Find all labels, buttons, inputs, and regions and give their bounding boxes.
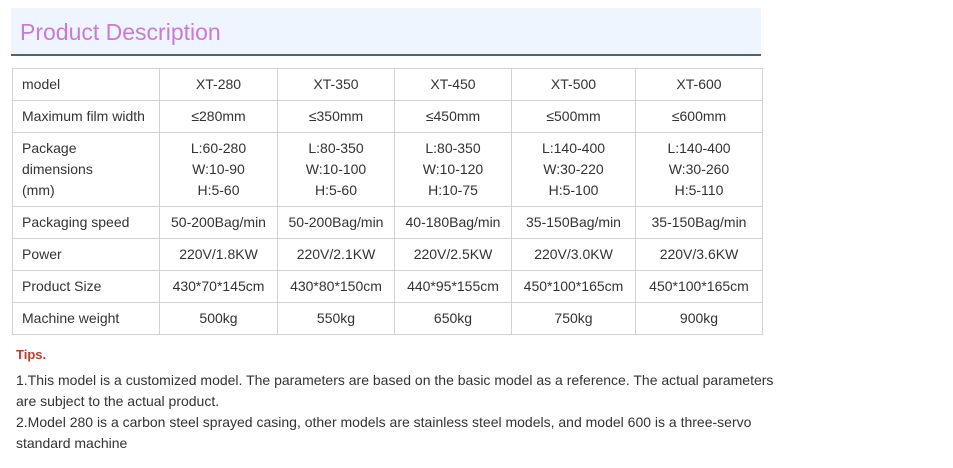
table-cell: ≤350mm xyxy=(278,101,395,133)
table-cell: 220V/1.8KW xyxy=(160,239,278,271)
table-cell: 550kg xyxy=(278,303,395,335)
dimension-line: W:10-90 xyxy=(192,161,245,177)
table-cell: 220V/2.5KW xyxy=(395,239,512,271)
dimension-line: L:60-280 xyxy=(190,140,247,156)
table-cell xyxy=(395,133,512,207)
table-cell: 430*70*145cm xyxy=(160,271,278,303)
row-label: Power xyxy=(13,239,160,271)
table-cell: 220V/2.1KW xyxy=(278,239,395,271)
row-label: Machine weight xyxy=(13,303,160,335)
tips-line-2: 2.Model 280 is a carbon steel sprayed casing, other models are stainless steel models, and model 600 is a three-servo standard machine xyxy=(16,414,752,451)
dimension-line: L:140-400 xyxy=(667,140,731,156)
table-cell: ≤500mm xyxy=(512,101,636,133)
table-cell: 50-200Bag/min xyxy=(278,207,395,239)
row-label: Product Size xyxy=(13,271,160,303)
table-row-machine-weight xyxy=(13,303,763,335)
dimension-line: W:10-120 xyxy=(422,161,484,177)
table-cell: 450*100*165cm xyxy=(636,271,763,303)
table-cell: ≤600mm xyxy=(636,101,763,133)
table-cell: 500kg xyxy=(160,303,278,335)
dimension-line: L:80-350 xyxy=(308,140,364,156)
table-cell: 220V/3.6KW xyxy=(636,239,763,271)
dimension-line: H:10-75 xyxy=(428,182,478,198)
table-cell: 900kg xyxy=(636,303,763,335)
tips-title: Tips. xyxy=(16,347,47,362)
table-row-package-dimensions xyxy=(13,133,763,207)
dimension-line: L:140-400 xyxy=(541,140,606,156)
dimension-line: H:5-60 xyxy=(197,182,240,198)
dimension-line: W:10-100 xyxy=(305,161,367,177)
table-cell: 50-200Bag/min xyxy=(160,207,278,239)
spec-table xyxy=(12,68,763,335)
model-header-cell: XT-500 xyxy=(512,69,636,101)
table-row-packaging-speed xyxy=(13,207,763,239)
row-label-line: (mm) xyxy=(22,182,55,198)
table-cell: 35-150Bag/min xyxy=(636,207,763,239)
dimension-line: H:5-110 xyxy=(674,182,724,198)
dimension-line: W:30-260 xyxy=(668,161,730,177)
row-label: Maximum film width xyxy=(13,101,160,133)
dimension-line: H:5-100 xyxy=(548,182,599,198)
dimension-line: H:5-60 xyxy=(314,182,358,198)
table-cell: 430*80*150cm xyxy=(278,271,395,303)
section-title: Product Description xyxy=(20,19,221,45)
table-cell: 650kg xyxy=(395,303,512,335)
table-cell: 40-180Bag/min xyxy=(395,207,512,239)
row-label xyxy=(13,133,160,207)
tips-line-1: 1.This model is a customized model. The parameters are based on the basic model as a reference. The actual parameters are subject to the actual product. xyxy=(16,372,774,409)
table-cell: 220V/3.0KW xyxy=(512,239,636,271)
table-cell: ≤280mm xyxy=(160,101,278,133)
model-header-cell: XT-280 xyxy=(160,69,278,101)
row-label-line: Package xyxy=(22,140,77,156)
table-cell: 440*95*155cm xyxy=(395,271,512,303)
model-header-cell: XT-450 xyxy=(395,69,512,101)
table-cell xyxy=(636,133,763,207)
table-row-max-film-width xyxy=(13,101,763,133)
header-label-cell: model xyxy=(13,69,160,101)
table-cell: 35-150Bag/min xyxy=(512,207,636,239)
table-cell: ≤450mm xyxy=(395,101,512,133)
table-cell xyxy=(278,133,395,207)
tips-body xyxy=(16,370,776,454)
table-cell xyxy=(160,133,278,207)
model-header-cell: XT-600 xyxy=(636,69,763,101)
model-header-cell: XT-350 xyxy=(278,69,395,101)
dimension-line: L:80-350 xyxy=(425,140,481,156)
table-row-power xyxy=(13,239,763,271)
dimension-line: W:30-220 xyxy=(543,161,604,177)
table-cell xyxy=(512,133,636,207)
section-header xyxy=(11,8,761,56)
row-label-line: dimensions xyxy=(22,161,93,177)
row-label: Packaging speed xyxy=(13,207,160,239)
table-cell: 750kg xyxy=(512,303,636,335)
table-header-row xyxy=(13,69,763,101)
table-cell: 450*100*165cm xyxy=(512,271,636,303)
table-row-product-size xyxy=(13,271,763,303)
